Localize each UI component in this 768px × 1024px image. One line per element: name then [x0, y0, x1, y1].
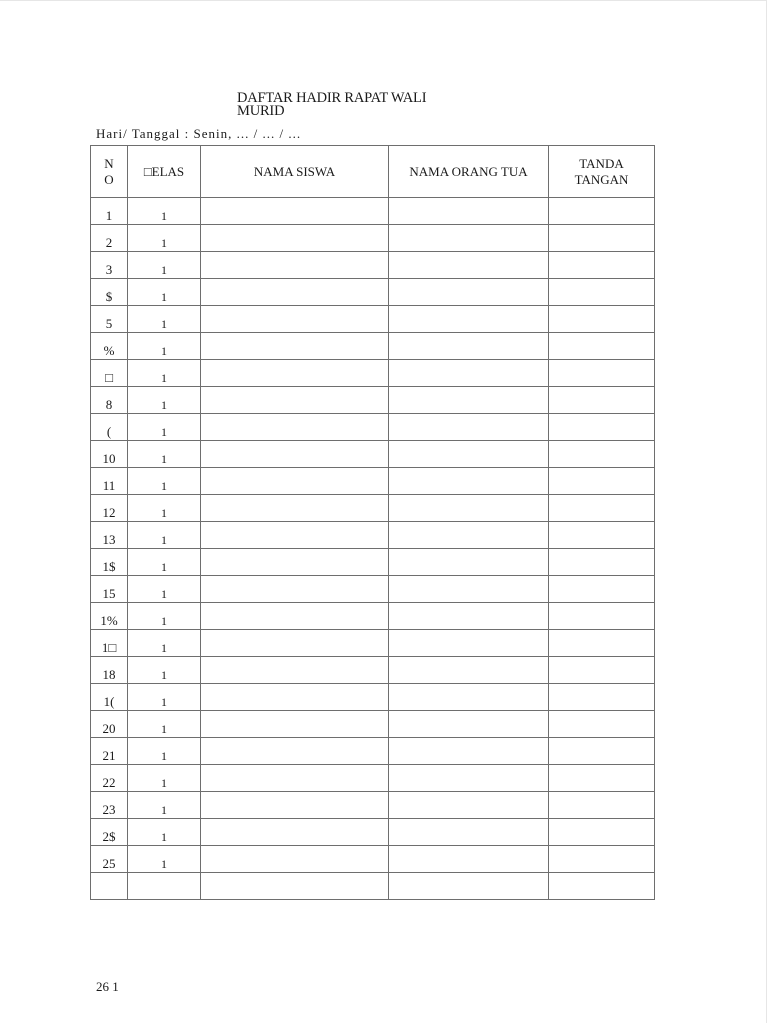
clipped-footer-row [96, 978, 216, 994]
cell-nama-orang-tua[interactable] [389, 711, 549, 738]
cell-tanda-tangan[interactable] [549, 846, 655, 873]
cell-nama-orang-tua[interactable] [389, 414, 549, 441]
cell-nama-siswa[interactable] [201, 549, 389, 576]
cell-tanda-tangan[interactable] [549, 306, 655, 333]
cell-nama-orang-tua[interactable] [389, 792, 549, 819]
cell-no: 12 [91, 495, 128, 522]
cell-no: 11 [91, 468, 128, 495]
cell-nama-orang-tua[interactable] [389, 603, 549, 630]
cell-tanda-tangan[interactable] [549, 738, 655, 765]
cell-no: 10 [91, 441, 128, 468]
cell-no: 23 [91, 792, 128, 819]
cell-kelas: 1 [128, 819, 201, 846]
cell-kelas: 1 [128, 360, 201, 387]
table-row [91, 198, 655, 225]
cell-kelas: 1 [128, 684, 201, 711]
cell-kelas: 1 [128, 333, 201, 360]
cell-nama-orang-tua[interactable] [389, 441, 549, 468]
cell-tanda-tangan[interactable] [549, 576, 655, 603]
table-row [91, 576, 655, 603]
cell-tanda-tangan[interactable] [549, 549, 655, 576]
cell-kelas: 1 [128, 468, 201, 495]
cell-nama-siswa[interactable] [201, 792, 389, 819]
header-nama-siswa: NAMA SISWA [201, 146, 389, 198]
cell-nama-orang-tua[interactable] [389, 279, 549, 306]
cell-kelas: 1 [128, 252, 201, 279]
cell-nama-siswa[interactable] [201, 441, 389, 468]
cell-nama-orang-tua[interactable] [389, 360, 549, 387]
cell-kelas: 1 [128, 792, 201, 819]
cell-nama-siswa[interactable] [201, 198, 389, 225]
cell-tanda-tangan[interactable] [549, 711, 655, 738]
cell-tanda-tangan[interactable] [549, 657, 655, 684]
table-row [91, 495, 655, 522]
cell-kelas: 1 [128, 603, 201, 630]
cell-nama-siswa[interactable] [201, 333, 389, 360]
cell-tanda-tangan[interactable] [549, 468, 655, 495]
cell-nama-siswa[interactable] [201, 522, 389, 549]
cell-nama-orang-tua[interactable] [389, 225, 549, 252]
table-row [91, 684, 655, 711]
table-header-row [91, 146, 655, 198]
cell-nama-orang-tua[interactable] [389, 306, 549, 333]
table-row [91, 468, 655, 495]
cell-nama-siswa[interactable] [201, 360, 389, 387]
cell-no: 2$ [91, 819, 128, 846]
table-row [91, 306, 655, 333]
cell-nama-siswa[interactable] [201, 225, 389, 252]
header-nama-orang-tua: NAMA ORANG TUA [389, 146, 549, 198]
cell-kelas: 1 [128, 387, 201, 414]
cell-nama-siswa[interactable] [201, 468, 389, 495]
table-row [91, 765, 655, 792]
cell-no: $ [91, 279, 128, 306]
cell-no: 20 [91, 711, 128, 738]
cell-no: 1□ [91, 630, 128, 657]
cell-nama-orang-tua[interactable] [389, 873, 549, 900]
cell-kelas: 1 [128, 306, 201, 333]
cell-nama-siswa[interactable] [201, 603, 389, 630]
table-row [91, 252, 655, 279]
cell-nama-siswa[interactable] [201, 252, 389, 279]
cell-tanda-tangan[interactable] [549, 279, 655, 306]
title-line-1: DAFTAR HADIR RAPAT WALI [237, 90, 427, 106]
cell-nama-orang-tua[interactable] [389, 846, 549, 873]
cell-tanda-tangan[interactable] [549, 414, 655, 441]
cell-nama-orang-tua[interactable] [389, 495, 549, 522]
cell-no: 13 [91, 522, 128, 549]
cell-tanda-tangan[interactable] [549, 819, 655, 846]
cell-nama-siswa[interactable] [201, 387, 389, 414]
cell-kelas: 1 [128, 549, 201, 576]
header-tanda-tangan [549, 146, 655, 198]
cell-tanda-tangan[interactable] [549, 387, 655, 414]
cell-nama-orang-tua[interactable] [389, 630, 549, 657]
cell-no: 22 [91, 765, 128, 792]
cell-kelas: 1 [128, 522, 201, 549]
date-line [96, 123, 316, 141]
table-row [91, 846, 655, 873]
cell-nama-orang-tua[interactable] [389, 198, 549, 225]
cell-kelas: 1 [128, 846, 201, 873]
cell-tanda-tangan[interactable] [549, 441, 655, 468]
cell-nama-siswa[interactable] [201, 738, 389, 765]
cell-nama-orang-tua[interactable] [389, 684, 549, 711]
cell-nama-siswa[interactable] [201, 846, 389, 873]
cell-nama-orang-tua[interactable] [389, 522, 549, 549]
cell-nama-orang-tua[interactable] [389, 549, 549, 576]
table-row [91, 441, 655, 468]
cell-kelas [128, 873, 201, 900]
cell-kelas: 1 [128, 765, 201, 792]
header-no-label: N O [104, 155, 114, 187]
cell-kelas: 1 [128, 576, 201, 603]
cell-no: 21 [91, 738, 128, 765]
cell-nama-orang-tua[interactable] [389, 333, 549, 360]
cell-no: % [91, 333, 128, 360]
cell-tanda-tangan[interactable] [549, 333, 655, 360]
cell-no: 1$ [91, 549, 128, 576]
cell-nama-siswa[interactable] [201, 279, 389, 306]
table-row [91, 360, 655, 387]
table-body [91, 198, 655, 900]
cell-no: 2 [91, 225, 128, 252]
table-row [91, 711, 655, 738]
cell-kelas: 1 [128, 441, 201, 468]
cell-no: 3 [91, 252, 128, 279]
cell-nama-siswa[interactable] [201, 306, 389, 333]
table-row [91, 279, 655, 306]
cell-nama-orang-tua[interactable] [389, 387, 549, 414]
cell-nama-siswa[interactable] [201, 684, 389, 711]
cell-no: 15 [91, 576, 128, 603]
table-row [91, 792, 655, 819]
table-row [91, 657, 655, 684]
table-row [91, 630, 655, 657]
cell-tanda-tangan[interactable] [549, 198, 655, 225]
table-row [91, 333, 655, 360]
cell-nama-siswa[interactable] [201, 576, 389, 603]
table-row [91, 414, 655, 441]
cell-no: □ [91, 360, 128, 387]
table-row [91, 387, 655, 414]
cell-tanda-tangan[interactable] [549, 873, 655, 900]
cell-no: 25 [91, 846, 128, 873]
header-tanda-tangan-label: TANDA TANGAN [574, 155, 629, 187]
cell-nama-siswa[interactable] [201, 819, 389, 846]
cell-tanda-tangan[interactable] [549, 522, 655, 549]
table-row [91, 549, 655, 576]
header-kelas: □ELAS [128, 146, 201, 198]
cell-kelas: 1 [128, 630, 201, 657]
cell-kelas: 1 [128, 279, 201, 306]
cell-tanda-tangan[interactable] [549, 765, 655, 792]
cell-no: ( [91, 414, 128, 441]
table-row [91, 873, 655, 900]
cell-nama-siswa[interactable] [201, 765, 389, 792]
cell-kelas: 1 [128, 657, 201, 684]
header-no [91, 146, 128, 198]
cell-no: 8 [91, 387, 128, 414]
cell-tanda-tangan[interactable] [549, 252, 655, 279]
cell-kelas: 1 [128, 198, 201, 225]
cell-tanda-tangan[interactable] [549, 360, 655, 387]
cell-no [91, 873, 128, 900]
cell-nama-siswa[interactable] [201, 495, 389, 522]
cell-no: 18 [91, 657, 128, 684]
date-line-text: Hari/ Tanggal : Senin, ... / ... / ... [96, 126, 302, 141]
cell-nama-orang-tua[interactable] [389, 657, 549, 684]
cell-no: 5 [91, 306, 128, 333]
cell-nama-siswa[interactable] [201, 711, 389, 738]
cell-tanda-tangan[interactable] [549, 684, 655, 711]
cell-kelas: 1 [128, 495, 201, 522]
cell-kelas: 1 [128, 711, 201, 738]
cell-nama-orang-tua[interactable] [389, 252, 549, 279]
cell-kelas: 1 [128, 225, 201, 252]
cell-tanda-tangan[interactable] [549, 603, 655, 630]
cell-no: 1( [91, 684, 128, 711]
table-row [91, 225, 655, 252]
table-row [91, 819, 655, 846]
cell-nama-orang-tua[interactable] [389, 819, 549, 846]
cell-tanda-tangan[interactable] [549, 792, 655, 819]
cell-nama-siswa[interactable] [201, 630, 389, 657]
cell-no: 1 [91, 198, 128, 225]
cell-nama-orang-tua[interactable] [389, 576, 549, 603]
title-line-2: MURID [237, 103, 285, 119]
cell-tanda-tangan[interactable] [549, 630, 655, 657]
cell-nama-siswa[interactable] [201, 657, 389, 684]
cell-nama-orang-tua[interactable] [389, 738, 549, 765]
cell-nama-orang-tua[interactable] [389, 765, 549, 792]
table-row [91, 738, 655, 765]
document-title [237, 92, 426, 118]
cell-tanda-tangan[interactable] [549, 495, 655, 522]
cell-kelas: 1 [128, 738, 201, 765]
attendance-table [90, 145, 655, 900]
clipped-footer-text: 26 1 [96, 979, 119, 994]
cell-nama-siswa[interactable] [201, 414, 389, 441]
cell-no: 1% [91, 603, 128, 630]
table-row [91, 603, 655, 630]
cell-nama-siswa[interactable] [201, 873, 389, 900]
cell-tanda-tangan[interactable] [549, 225, 655, 252]
table-row [91, 522, 655, 549]
cell-nama-orang-tua[interactable] [389, 468, 549, 495]
cell-kelas: 1 [128, 414, 201, 441]
